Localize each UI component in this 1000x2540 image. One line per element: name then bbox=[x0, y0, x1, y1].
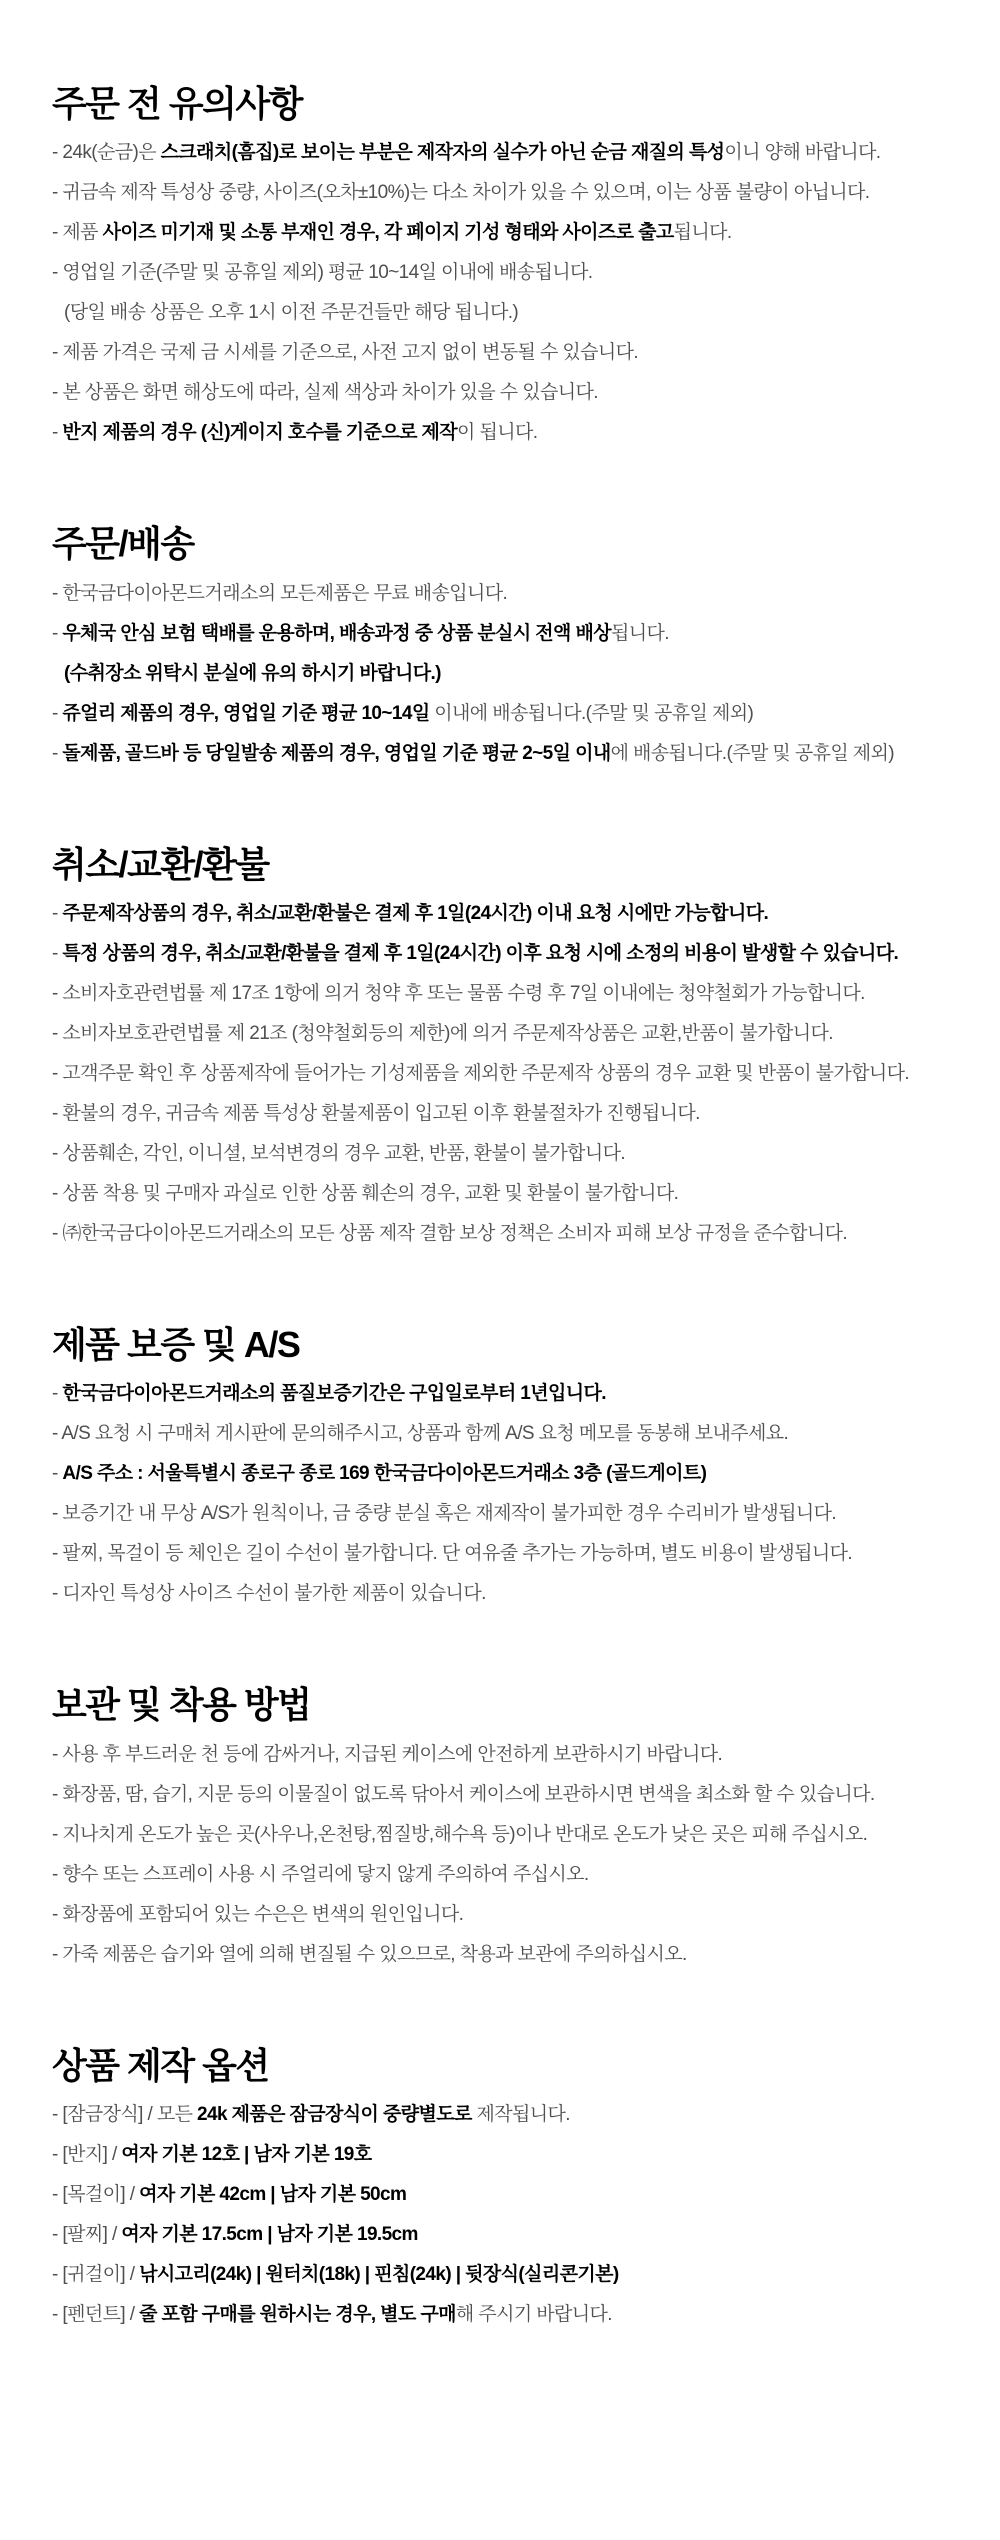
notice-line bbox=[52, 743, 970, 765]
notice-line-segment-bold: A/S 주소 : 서울특별시 종로구 종로 169 한국금다이아몬드거래소 3층 (골드게이트) bbox=[62, 1463, 707, 1485]
notice-line bbox=[52, 1503, 970, 1525]
section-heading-storage-wearing: 보관 및 착용 방법 bbox=[52, 1684, 311, 1726]
notice-line bbox=[52, 1383, 970, 1405]
notice-line-segment: - 지나치게 온도가 높은 곳(사우나,온천탕,찜질방,해수욕 등)이나 반대로 온도가 낮은 곳은 피해 주십시오. bbox=[52, 1823, 868, 1845]
notice-line bbox=[52, 903, 970, 925]
notice-line bbox=[52, 623, 970, 645]
notice-line-segment: - 영업일 기준(주말 및 공휴일 제외) 평균 10~14일 이내에 배송됩니다. bbox=[52, 262, 593, 284]
section-lines bbox=[52, 142, 970, 444]
notice-line-segment: 이 됩니다. bbox=[457, 422, 538, 444]
notice-line-segment: - bbox=[52, 702, 63, 724]
notice-line bbox=[52, 142, 970, 164]
notice-line bbox=[52, 422, 970, 444]
notice-line-segment: - 본 상품은 화면 해상도에 따라, 실제 색상과 차이가 있을 수 있습니다. bbox=[52, 382, 598, 404]
notice-line bbox=[52, 182, 970, 204]
notice-line-segment: 에 배송됩니다.(주말 및 공휴일 제외) bbox=[610, 742, 894, 764]
notice-line-segment: - bbox=[52, 1383, 63, 1405]
notice-line-segment-bold: 줄 포함 구매를 원하시는 경우, 별도 구매 bbox=[139, 2303, 456, 2325]
notice-line-segment: - bbox=[52, 942, 63, 964]
notice-line bbox=[52, 703, 970, 725]
notice-line-segment: - 디자인 특성상 사이즈 수선이 불가한 제품이 있습니다. bbox=[52, 1583, 486, 1605]
notice-line-segment-bold: 주문제작상품의 경우, 취소/교환/환불은 결제 후 1일(24시간) 이내 요청 시에만 가능합니다. bbox=[62, 902, 769, 924]
notice-line-segment: - 소비자보호관련법률 제 21조 (청약철회등의 제한)에 의거 주문제작상품은 교환,반품이 불가합니다. bbox=[52, 1022, 833, 1044]
notice-line bbox=[52, 2224, 970, 2246]
notice-line-segment-bold: 쥬얼리 제품의 경우, 영업일 기준 평균 10~14일 bbox=[62, 702, 430, 724]
notice-line bbox=[52, 1103, 970, 1125]
notice-line bbox=[52, 1023, 970, 1045]
notice-line-segment: (당일 배송 상품은 오후 1시 이전 주문건들만 해당 됩니다.) bbox=[64, 302, 519, 324]
notice-line bbox=[52, 262, 970, 284]
notice-line-segment: 이니 양해 바랍니다. bbox=[724, 142, 881, 164]
notice-line bbox=[52, 1423, 970, 1445]
notice-line-segment: - 팔찌, 목걸이 등 체인은 길이 수선이 불가합니다. 단 여유줄 추가는 가능하며, 별도 비용이 발생됩니다. bbox=[52, 1543, 853, 1565]
notice-line bbox=[52, 2264, 970, 2286]
section-heading-pre-order-notice: 주문 전 유의사항 bbox=[52, 83, 302, 124]
section-heading-warranty-as: 제품 보증 및 A/S bbox=[52, 1323, 300, 1365]
notice-line-segment: - [목걸이] / bbox=[52, 2183, 140, 2205]
notice-line bbox=[52, 222, 970, 244]
section-heading-product-options: 상품 제작 옵션 bbox=[52, 2044, 269, 2086]
notice-line bbox=[52, 1223, 970, 1245]
notice-line-segment: - 제품 가격은 국제 금 시세를 기준으로, 사전 고지 없이 변동될 수 있습니다. bbox=[52, 342, 639, 364]
notice-section-warranty-as bbox=[52, 1325, 970, 1605]
notice-line bbox=[52, 2144, 970, 2166]
notice-section-storage-wearing bbox=[52, 1685, 970, 1965]
notice-line-segment-bold: 반지 제품의 경우 (신)게이지 호수를 기준으로 제작 bbox=[62, 422, 458, 444]
notice-line-segment: - [펜던트] / bbox=[52, 2303, 140, 2325]
notice-line-segment-bold: 낚시고리(24k) | 원터치(18k) | 핀침(24k) | 뒷장식(실리콘기본) bbox=[139, 2263, 619, 2285]
notice-line-segment: - 가죽 제품은 습기와 열에 의해 변질될 수 있으므로, 착용과 보관에 주의하십시오. bbox=[52, 1943, 687, 1965]
notice-line-segment: - 소비자호관련법률 제 17조 1항에 의거 청약 후 또는 물품 수령 후 7일 이내에는 청약철회가 가능합니다. bbox=[52, 982, 865, 1004]
notice-line bbox=[52, 1143, 970, 1165]
notice-line bbox=[52, 1744, 970, 1766]
notice-line-segment: - 24k(순금)은 bbox=[52, 142, 161, 164]
notice-line-segment-bold: 여자 기본 12호 | 남자 기본 19호 bbox=[121, 2143, 372, 2165]
notice-line-segment: - 화장품, 땀, 습기, 지문 등의 이물질이 없도록 닦아서 케이스에 보관하시면 변색을 최소화 할 수 있습니다. bbox=[52, 1783, 875, 1805]
notice-line-segment-bold: 사이즈 미기재 및 소통 부재인 경우, 각 페이지 기성 형태와 사이즈로 출고 bbox=[102, 222, 674, 244]
notice-line bbox=[52, 1063, 970, 1085]
notice-line-segment: 됩니다. bbox=[673, 222, 732, 244]
section-lines bbox=[52, 583, 970, 765]
notice-line bbox=[52, 302, 970, 324]
notice-line bbox=[52, 1784, 970, 1806]
notice-line-segment: - 제품 bbox=[52, 222, 103, 244]
notice-line-segment: - bbox=[52, 742, 63, 764]
notice-line bbox=[52, 1183, 970, 1205]
notice-line-segment: 해 주시기 바랍니다. bbox=[455, 2303, 612, 2325]
notice-line-segment: - bbox=[52, 622, 63, 644]
notice-line-segment-bold: 돌제품, 골드바 등 당일발송 제품의 경우, 영업일 기준 평균 2~5일 이내 bbox=[62, 742, 611, 764]
notice-line-segment: - 귀금속 제작 특성상 중량, 사이즈(오차±10%)는 다소 차이가 있을 수 있으며, 이는 상품 불량이 아닙니다. bbox=[52, 182, 870, 204]
section-heading-cancel-exchange-refund: 취소/교환/환불 bbox=[52, 843, 269, 885]
section-lines bbox=[52, 903, 970, 1245]
notice-line bbox=[52, 382, 970, 404]
notice-line-segment-bold: 24k 제품은 잠금장식이 중량별도로 bbox=[197, 2103, 472, 2125]
notice-line-segment: - 상품훼손, 각인, 이니셜, 보석변경의 경우 교환, 반품, 환불이 불가합니다. bbox=[52, 1142, 626, 1164]
notice-line bbox=[52, 1904, 970, 1926]
notice-line-segment: 제작됩니다. bbox=[471, 2103, 570, 2125]
notice-line bbox=[52, 1543, 970, 1565]
notice-section-order-shipping bbox=[52, 524, 970, 764]
notice-line-segment: - 보증기간 내 무상 A/S가 원칙이나, 금 중량 분실 혹은 재제작이 불가피한 경우 수리비가 발생됩니다. bbox=[52, 1503, 837, 1525]
notice-line-segment: - [반지] / bbox=[52, 2143, 122, 2165]
notice-line-segment: - 환불의 경우, 귀금속 제품 특성상 환불제품이 입고된 이후 환불절차가 진행됩니다. bbox=[52, 1102, 700, 1124]
notice-line-segment: - [귀걸이] / bbox=[52, 2263, 140, 2285]
notice-section-pre-order-notice bbox=[52, 84, 970, 444]
notice-line bbox=[52, 983, 970, 1005]
notice-line-segment: - bbox=[52, 422, 63, 444]
notice-line-segment-bold: 특정 상품의 경우, 취소/교환/환불을 결제 후 1일(24시간) 이후 요청 시에 소정의 비용이 발생할 수 있습니다. bbox=[62, 942, 899, 964]
notice-line-segment-bold: (수취장소 위탁시 분실에 유의 하시기 바랍니다.) bbox=[64, 662, 441, 684]
notice-line bbox=[52, 1463, 970, 1485]
notice-line bbox=[52, 342, 970, 364]
notice-line bbox=[52, 2104, 970, 2126]
notice-sections bbox=[52, 84, 970, 2326]
section-lines bbox=[52, 2104, 970, 2326]
section-lines bbox=[52, 1383, 970, 1605]
notice-line bbox=[52, 943, 970, 965]
section-lines bbox=[52, 1744, 970, 1966]
notice-line bbox=[52, 1583, 970, 1605]
notice-section-cancel-exchange-refund bbox=[52, 845, 970, 1245]
notice-line-segment-bold: 우체국 안심 보험 택배를 운용하며, 배송과정 중 상품 분실시 전액 배상 bbox=[62, 622, 611, 644]
notice-line-segment: - 고객주문 확인 후 상품제작에 들어가는 기성제품을 제외한 주문제작 상품의 경우 교환 및 반품이 불가합니다. bbox=[52, 1062, 910, 1084]
notice-line bbox=[52, 2184, 970, 2206]
notice-line-segment: 이내에 배송됩니다.(주말 및 공휴일 제외) bbox=[429, 702, 754, 724]
notice-line-segment: - 상품 착용 및 구매자 과실로 인한 상품 훼손의 경우, 교환 및 환불이 불가합니다. bbox=[52, 1182, 679, 1204]
notice-line-segment: - 향수 또는 스프레이 사용 시 주얼리에 닿지 않게 주의하여 주십시오. bbox=[52, 1863, 589, 1885]
notice-line-segment: - A/S 요청 시 구매처 게시판에 문의해주시고, 상품과 함께 A/S 요청 메모를 동봉해 보내주세요. bbox=[52, 1423, 789, 1445]
notice-line-segment: - bbox=[52, 902, 63, 924]
notice-line-segment-bold: 여자 기본 17.5cm | 남자 기본 19.5cm bbox=[121, 2223, 418, 2245]
notice-line bbox=[52, 663, 970, 685]
notice-line bbox=[52, 583, 970, 605]
notice-section-product-options bbox=[52, 2046, 970, 2326]
notice-line bbox=[52, 1944, 970, 1966]
notice-line-segment: - bbox=[52, 1463, 63, 1485]
notice-line-segment: - [잠금장식] / 모든 bbox=[52, 2103, 198, 2125]
notice-line-segment: - 화장품에 포함되어 있는 수은은 변색의 원인입니다. bbox=[52, 1903, 464, 1925]
notice-line-segment-bold: 여자 기본 42cm | 남자 기본 50cm bbox=[139, 2183, 407, 2205]
notice-line-segment: 됩니다. bbox=[611, 622, 669, 644]
notice-line bbox=[52, 1864, 970, 1886]
notice-line-segment-bold: 스크래치(흠집)로 보이는 부분은 제작자의 실수가 아닌 순금 재질의 특성 bbox=[160, 142, 725, 164]
notice-line-segment: - 한국금다이아몬드거래소의 모든제품은 무료 배송입니다. bbox=[52, 582, 508, 604]
notice-line-segment: - [팔찌] / bbox=[52, 2223, 122, 2245]
section-heading-order-shipping: 주문/배송 bbox=[52, 523, 194, 565]
notice-line-segment: - ㈜한국금다이아몬드거래소의 모든 상품 제작 결함 보상 정책은 소비자 피해 보상 규정을 준수합니다. bbox=[52, 1222, 848, 1244]
notice-line-segment-bold: 한국금다이아몬드거래소의 품질보증기간은 구입일로부터 1년입니다. bbox=[62, 1383, 606, 1405]
notice-line bbox=[52, 1824, 970, 1846]
notice-line bbox=[52, 2304, 970, 2326]
notice-line-segment: - 사용 후 부드러운 천 등에 감싸거나, 지급된 케이스에 안전하게 보관하시기 바랍니다. bbox=[52, 1743, 723, 1765]
